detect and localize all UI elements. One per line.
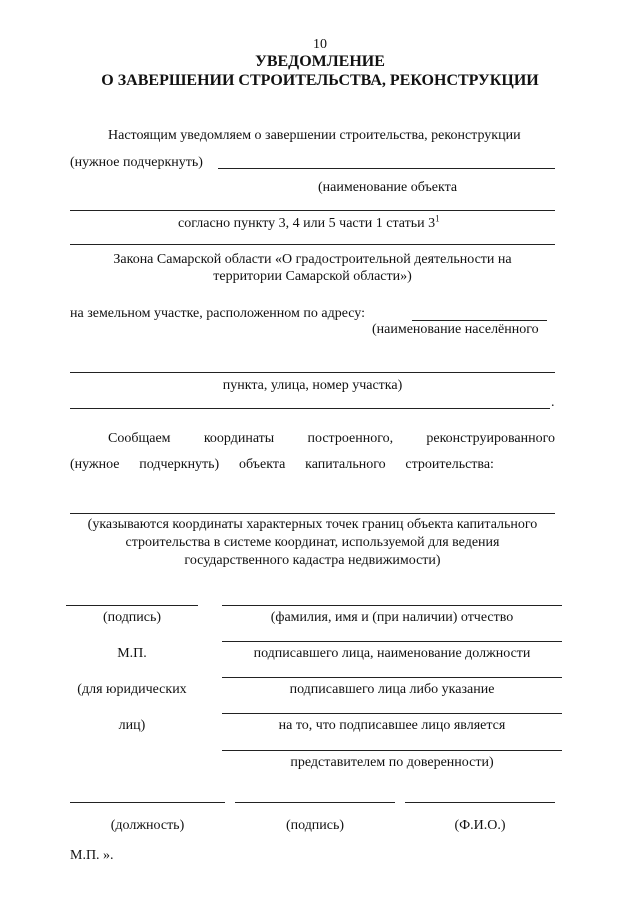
coords-hint-1: (указываются координаты характерных точек границ объекта капитального: [87, 517, 538, 532]
signer-line-1: [222, 605, 562, 606]
coords-word-4: реконструированного: [426, 431, 555, 446]
coords2-word-5: строительства:: [405, 457, 494, 472]
title-line-1: УВЕДОМЛЕНИЕ: [255, 53, 385, 70]
coords-line-1: [108, 431, 555, 447]
signer-text-3: подписавшего лица либо указание: [289, 682, 495, 697]
address-line-2: [70, 372, 555, 373]
coords-line: [70, 513, 555, 514]
bottom-signature-label: (подпись): [285, 818, 345, 833]
signer-text-2: подписавшего лица, наименование должности: [253, 646, 531, 661]
coords-word-3: построенного,: [307, 431, 394, 446]
coords-word-1: Сообщаем: [108, 431, 171, 446]
stamp-label: М.П.: [117, 646, 147, 661]
coords-line-2: [70, 457, 494, 473]
object-line-3: [70, 244, 555, 245]
law-line-2: территории Самарской области»): [213, 269, 412, 284]
address-line-3: [70, 408, 550, 409]
signature-label: (подпись): [102, 610, 162, 625]
signer-text-5: представителем по доверенности): [290, 755, 494, 770]
coords2-word-1: (нужное: [70, 457, 120, 472]
intro-text: Настоящим уведомляем о завершении строительства, реконструкции: [108, 128, 521, 143]
position-label: (должность): [110, 818, 185, 833]
address-end: .: [551, 395, 555, 410]
according-to: согласно пункту 3, 4 или 5 части 1 статьи $3^1$: [178, 213, 440, 231]
settlement-hint: (наименование населённого: [372, 322, 539, 337]
coords2-word-3: объекта: [239, 457, 286, 472]
address-hint: пункта, улица, номер участка): [222, 378, 403, 393]
signer-text-4: на то, что подписавшее лицо является: [278, 718, 506, 733]
coords2-word-4: капитального: [305, 457, 386, 472]
page-number: 10: [313, 37, 327, 52]
legal-entities-label-2: лиц): [118, 718, 146, 733]
object-line-2: [70, 210, 555, 211]
coords2-word-2: подчеркнуть): [139, 457, 220, 472]
law-line-1: Закона Самарской области «О градостроительной деятельности на: [113, 252, 512, 267]
land-plot-text: на земельном участке, расположенном по адресу:: [70, 306, 366, 321]
address-line-1: [412, 320, 547, 321]
coords-hint-2: строительства в системе координат, используемой для ведения: [125, 535, 500, 550]
fio-label: (Ф.И.О.): [454, 818, 506, 833]
underline-note: (нужное подчеркнуть): [70, 155, 203, 170]
object-name-hint: (наименование объекта: [318, 180, 458, 195]
object-line-1: [218, 168, 555, 169]
title-line-2: О ЗАВЕРШЕНИИ СТРОИТЕЛЬСТВА, РЕКОНСТРУКЦИИ: [101, 72, 539, 89]
stamp-end: М.П. ».: [70, 848, 114, 863]
signer-text-1: (фамилия, имя и (при наличии) отчество: [270, 610, 514, 625]
signer-line-3: [222, 677, 562, 678]
coords-word-2: координаты: [203, 431, 275, 446]
according-sup: 1: [435, 213, 440, 224]
bottom-signature-line: [235, 802, 395, 803]
legal-entities-label-1: (для юридических: [77, 682, 187, 697]
signer-line-4: [222, 713, 562, 714]
fio-line: [405, 802, 555, 803]
position-line: [70, 802, 225, 803]
signer-line-2: [222, 641, 562, 642]
coords-hint-3: государственного кадастра недвижимости): [184, 553, 441, 568]
signature-line-left: [66, 605, 198, 606]
signer-line-5: [222, 750, 562, 751]
